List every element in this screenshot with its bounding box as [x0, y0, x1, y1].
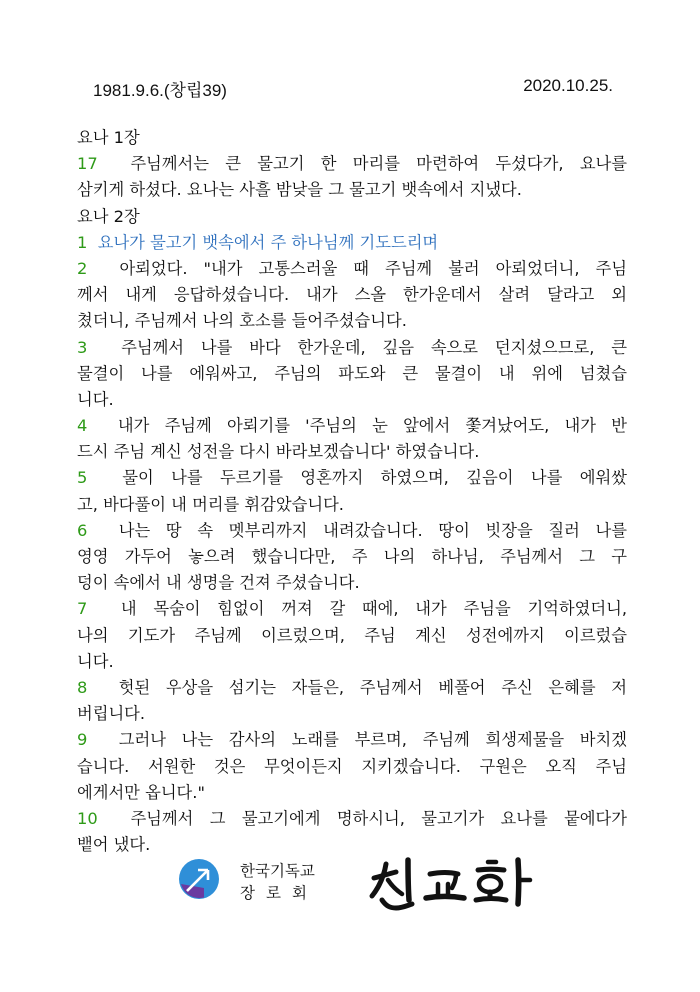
verse-17-line-1 [77, 151, 627, 177]
verse-number: 9 [77, 730, 88, 750]
verse-4-line-1 [77, 413, 627, 439]
verse-6-line-1 [77, 518, 627, 544]
verse-text: 나는 땅 속 멧부리까지 내려갔습니다. 땅이 빗장을 질러 나를 [118, 520, 627, 540]
verse-text: 물이 나를 두르기를 영혼까지 하였으며, 깊음이 나를 에워쌌 [122, 468, 627, 488]
verse-number: 5 [77, 468, 88, 488]
verse-5-line-1 [77, 465, 627, 491]
footer [0, 848, 700, 928]
verse-17-line-2: 삼키게 하셨다. 요나는 사흘 밤낮을 그 물고기 뱃속에서 지냈다. [77, 180, 522, 200]
verse-text-highlight: 요나가 물고기 뱃속에서 주 하나님께 기도드리며 [97, 232, 439, 252]
verse-8-line-2: 버립니다. [77, 704, 146, 724]
scripture-text [77, 125, 627, 858]
verse-9-line-2: 습니다. 서원한 것은 무엇이든지 지키겠습니다. 구원은 오직 주님 [77, 756, 627, 776]
verse-number: 8 [77, 677, 88, 697]
chapter-heading-1: 요나 1장 [77, 128, 140, 147]
verse-number: 2 [77, 258, 88, 278]
verse-text: 그러나 나는 감사의 노래를 부르며, 주님께 희생제물을 바치겠 [118, 730, 627, 750]
verse-9-line-3: 에게서만 옵니다." [77, 782, 205, 802]
verse-3-line-2: 물결이 나를 에워싸고, 주님의 파도와 큰 물결이 내 위에 넘쳤습 [77, 363, 627, 383]
verse-number: 10 [77, 808, 98, 828]
founded-date: 1981.9.6.(창립39) [93, 81, 227, 100]
verse-7-line-2: 나의 기도가 주님께 이르렀으며, 주님 계신 성전에까지 이르렀습 [77, 625, 627, 645]
verse-text: 헛된 우상을 섬기는 자들은, 주님께서 베풀어 주신 은혜를 저 [118, 677, 627, 697]
verse-6-line-3: 덩이 속에서 내 생명을 건져 주셨습니다. [77, 573, 360, 593]
bulletin-date: 2020.10.25. [523, 76, 613, 95]
calligraphy-signature [368, 854, 540, 912]
verse-text: 아뢰었다. "내가 고통스러울 때 주님께 불러 아뢰었더니, 주님 [119, 258, 627, 278]
verse-number: 1 [77, 232, 88, 252]
verse-6-line-2: 영영 가두어 놓으려 했습니다만, 주 나의 하나님, 주님께서 그 구 [77, 547, 627, 566]
verse-number: 7 [77, 599, 88, 619]
verse-text: 내 목숨이 힘없이 꺼져 갈 때에, 내가 주님을 기억하였더니, [120, 599, 627, 619]
verse-2-line-2: 께서 내게 응답하셨습니다. 내가 스올 한가운데서 살려 달라고 외 [77, 285, 627, 305]
verse-2-line-1 [77, 256, 627, 282]
verse-3-line-3: 니다. [77, 389, 114, 409]
verse-3-line-1 [77, 335, 627, 361]
header [0, 76, 700, 102]
verse-number: 6 [77, 520, 88, 540]
verse-7-line-1 [77, 596, 627, 622]
chapter-heading-2: 요나 2장 [77, 206, 140, 226]
verse-9-line-1 [77, 727, 627, 753]
verse-number: 3 [77, 337, 88, 357]
verse-1-line-1 [77, 230, 627, 256]
verse-7-line-3: 니다. [77, 651, 114, 671]
verse-5-line-2: 고, 바다풀이 내 머리를 휘감았습니다. [77, 494, 344, 514]
verse-number: 17 [77, 154, 98, 174]
verse-8-line-1 [77, 675, 627, 701]
verse-text: 주님께서는 큰 물고기 한 마리를 마련하여 두셨다가, 요나를 [130, 154, 627, 174]
verse-text: 주님께서 그 물고기에게 명하시니, 물고기가 요나를 뭍에다가 [130, 808, 627, 828]
verse-text: 내가 주님께 아뢰기를 '주님의 눈 앞에서 쫓겨났어도, 내가 반 [117, 416, 627, 436]
organization-name-line-1: 한국기독교 [240, 862, 315, 880]
verse-number: 4 [77, 416, 88, 436]
verse-text: 주님께서 나를 바다 한가운데, 깊음 속으로 던지셨으므로, 큰 [121, 337, 627, 357]
organization-name-line-2: 장로회 [240, 884, 318, 902]
church-logo-icon [178, 858, 220, 900]
verse-4-line-2: 드시 주님 계신 성전을 다시 바라보겠습니다' 하였습니다. [77, 442, 480, 462]
verse-2-line-3: 쳤더니, 주님께서 나의 호소를 들어주셨습니다. [77, 311, 407, 331]
verse-10-line-2: 뱉어 냈다. [77, 835, 151, 855]
organization-name [240, 860, 318, 904]
verse-10-line-1 [77, 806, 627, 832]
